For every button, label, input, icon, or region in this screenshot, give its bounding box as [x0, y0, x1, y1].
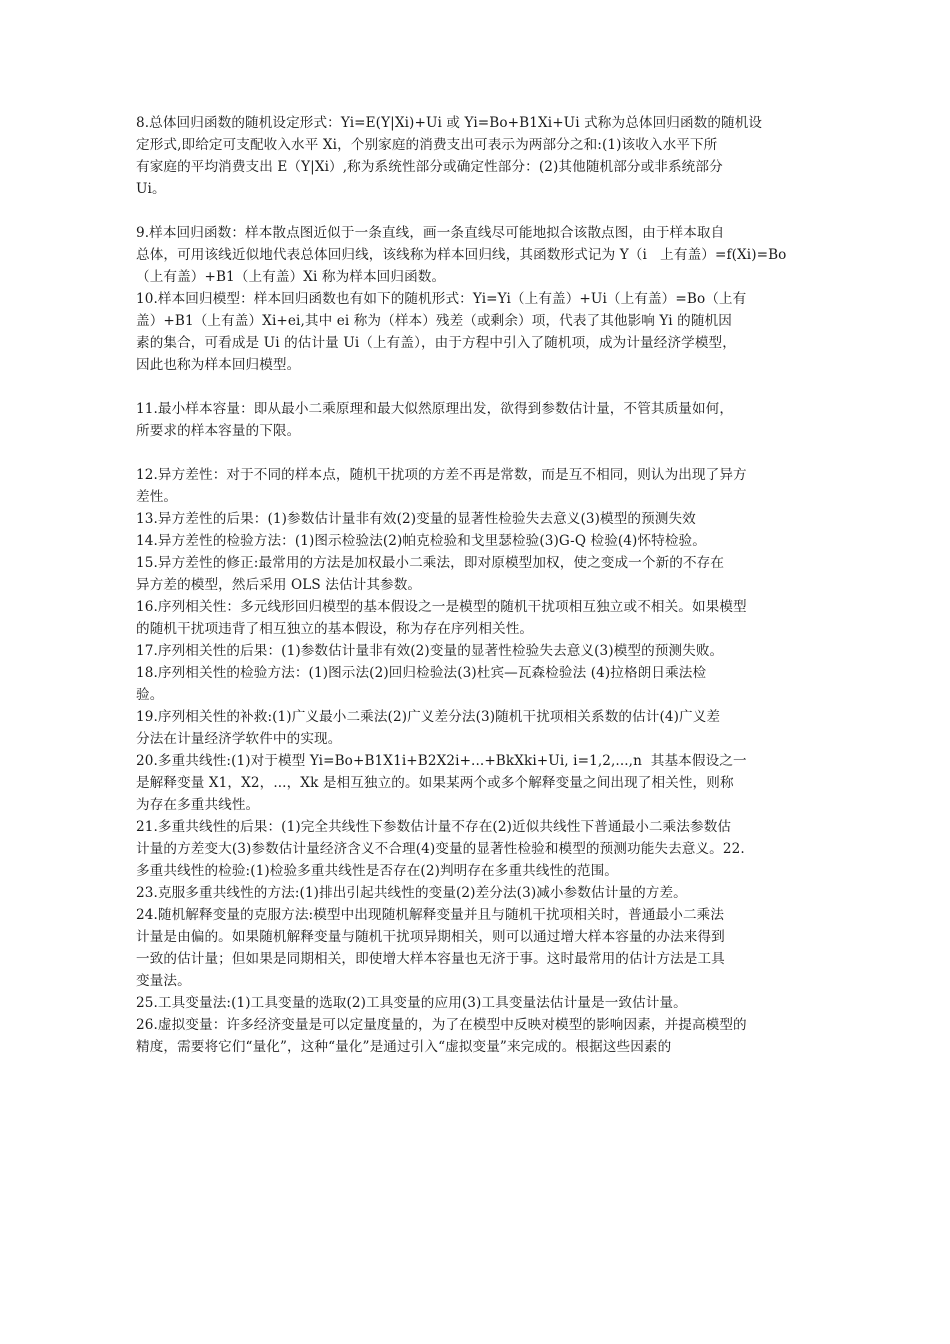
text-line: 异方差的模型，然后采用 OLS 法估计其参数。	[136, 577, 422, 593]
text-line: 精度，需要将它们“量化”，这种“量化”是通过引入“虚拟变量”来完成的。根据这些因素的	[136, 1039, 672, 1055]
paragraph	[136, 398, 864, 442]
paragraph	[136, 1014, 864, 1058]
text-line: 26.虚拟变量：许多经济变量是可以定量度量的，为了在模型中反映对模型的影响因素，并提高模型的	[136, 1017, 747, 1033]
text-line: 17.序列相关性的后果：(1)参数估计量非有效(2)变量的显著性检验失去意义(3)模型的预测失败。	[136, 643, 724, 659]
text-line: 为存在多重共线性。	[136, 797, 260, 813]
text-line: 12.异方差性：对于不同的样本点，随机干扰项的方差不再是常数，而是互不相同，则认为出现了异方	[136, 467, 747, 483]
paragraph	[136, 662, 864, 706]
paragraph	[136, 904, 864, 992]
text-line: 25.工具变量法:(1)工具变量的选取(2)工具变量的应用(3)工具变量法估计量是一致估计量。	[136, 995, 687, 1011]
paragraph	[136, 552, 864, 596]
text-line: 9.样本回归函数：样本散点图近似于一条直线，画一条直线尽可能地拟合该散点图，由于样本取自	[136, 225, 725, 241]
text-line: 8.总体回归函数的随机设定形式：Yi=E(Y|Xi)+Ui 或 Yi=Bo+B1Xi+Ui 式称为总体回归函数的随机设	[136, 115, 763, 131]
text-line: 的随机干扰项违背了相互独立的基本假设，称为存在序列相关性。	[136, 621, 534, 637]
text-line: 11.最小样本容量：即从最小二乘原理和最大似然原理出发，欲得到参数估计量，不管其质量如何，	[136, 401, 734, 417]
text-line: 一致的估计量；但如果是同期相关，即使增大样本容量也无济于事。这时最常用的估计方法是工具	[136, 951, 725, 967]
paragraph	[136, 640, 864, 662]
text-line: 验。	[136, 687, 164, 703]
text-line: 是解释变量 X1，X2，...，Xk 是相互独立的。如果某两个或多个解释变量之间出现了相关性，则称	[136, 775, 734, 791]
text-line: 20.多重共线性:(1)对于模型 Yi=Bo+B1X1i+B2X2i+...+BkXki+Ui, i=1,2,...,n 其基本假设之一	[136, 753, 747, 769]
paragraph	[136, 112, 864, 200]
paragraph	[136, 596, 864, 640]
text-line: 23.克服多重共线性的方法:(1)排出引起共线性的变量(2)差分法(3)减小参数估计量的方差。	[136, 885, 687, 901]
paragraph	[136, 706, 864, 750]
paragraph-gap	[136, 200, 864, 222]
document-page	[136, 112, 864, 1058]
text-line: 素的集合，可看成是 Ui 的估计量 Ui（上有盖），由于方程中引入了随机项，成为计量经济学模型，	[136, 335, 736, 351]
text-line: 21.多重共线性的后果：(1)完全共线性下参数估计量不存在(2)近似共线性下普通最小二乘法参数估	[136, 819, 732, 835]
text-line: 16.序列相关性：多元线形回归模型的基本假设之一是模型的随机干扰项相互独立或不相关。如果模型	[136, 599, 747, 615]
paragraph	[136, 464, 864, 508]
text-line: 15.异方差性的修正:最常用的方法是加权最小二乘法，即对原模型加权，使之变成一个新的不存在	[136, 555, 725, 571]
text-line: 有家庭的平均消费支出 E（Y|Xi）,称为系统性部分或确定性部分：(2)其他随机部分或非系统部分	[136, 159, 723, 175]
paragraph	[136, 816, 864, 882]
paragraph	[136, 288, 864, 376]
text-line: 多重共线性的检验:(1)检验多重共线性是否存在(2)判明存在多重共线性的范围。	[136, 863, 618, 879]
text-line: 分法在计量经济学软件中的实现。	[136, 731, 342, 747]
paragraph	[136, 530, 864, 552]
text-line: 10.样本回归模型：样本回归函数也有如下的随机形式：Yi=Yi（上有盖）+Ui（上有盖）=Bo（上有	[136, 291, 747, 307]
text-line: 差性。	[136, 489, 178, 505]
text-line: 变量法。	[136, 973, 191, 989]
text-line: 因此也称为样本回归模型。	[136, 357, 301, 373]
paragraph-gap	[136, 376, 864, 398]
text-line: 所要求的样本容量的下限。	[136, 423, 301, 439]
text-line: 盖）+B1（上有盖）Xi+ei,其中 ei 称为（样本）残差（或剩余）项，代表了其他影响 Yi 的随机因	[136, 313, 732, 329]
paragraph	[136, 222, 864, 288]
paragraph-gap	[136, 442, 864, 464]
paragraph	[136, 750, 864, 816]
paragraph	[136, 992, 864, 1014]
text-line: 14.异方差性的检验方法：(1)图示检验法(2)帕克检验和戈里瑟检验(3)G-Q 检验(4)怀特检验。	[136, 533, 706, 549]
paragraph	[136, 508, 864, 530]
text-line: 24.随机解释变量的克服方法:模型中出现随机解释变量并且与随机干扰项相关时，普通最小二乘法	[136, 907, 725, 923]
paragraph	[136, 882, 864, 904]
text-line: Ui。	[136, 181, 166, 197]
text-line: 18.序列相关性的检验方法：(1)图示法(2)回归检验法(3)杜宾—瓦森检验法 (4)拉格朗日乘法检	[136, 665, 707, 681]
text-line: 总体，可用该线近似地代表总体回归线，该线称为样本回归线，其函数形式记为 Y（i 上有盖）=f(Xi)=Bo	[136, 247, 787, 263]
text-line: 计量的方差变大(3)参数估计量经济含义不合理(4)变量的显著性检验和模型的预测功能失去意义。22.	[136, 841, 745, 857]
text-line: 13.异方差性的后果：(1)参数估计量非有效(2)变量的显著性检验失去意义(3)模型的预测失效	[136, 511, 696, 527]
text-line: 定形式,即给定可支配收入水平 Xi，个别家庭的消费支出可表示为两部分之和:(1)该收入水平下所	[136, 137, 718, 153]
text-line: （上有盖）+B1（上有盖）Xi 称为样本回归函数。	[136, 269, 446, 285]
text-line: 计量是由偏的。如果随机解释变量与随机干扰项异期相关，则可以通过增大样本容量的办法来得到	[136, 929, 725, 945]
text-line: 19.序列相关性的补救:(1)广义最小二乘法(2)广义差分法(3)随机干扰项相关系数的估计(4)广义差	[136, 709, 721, 725]
